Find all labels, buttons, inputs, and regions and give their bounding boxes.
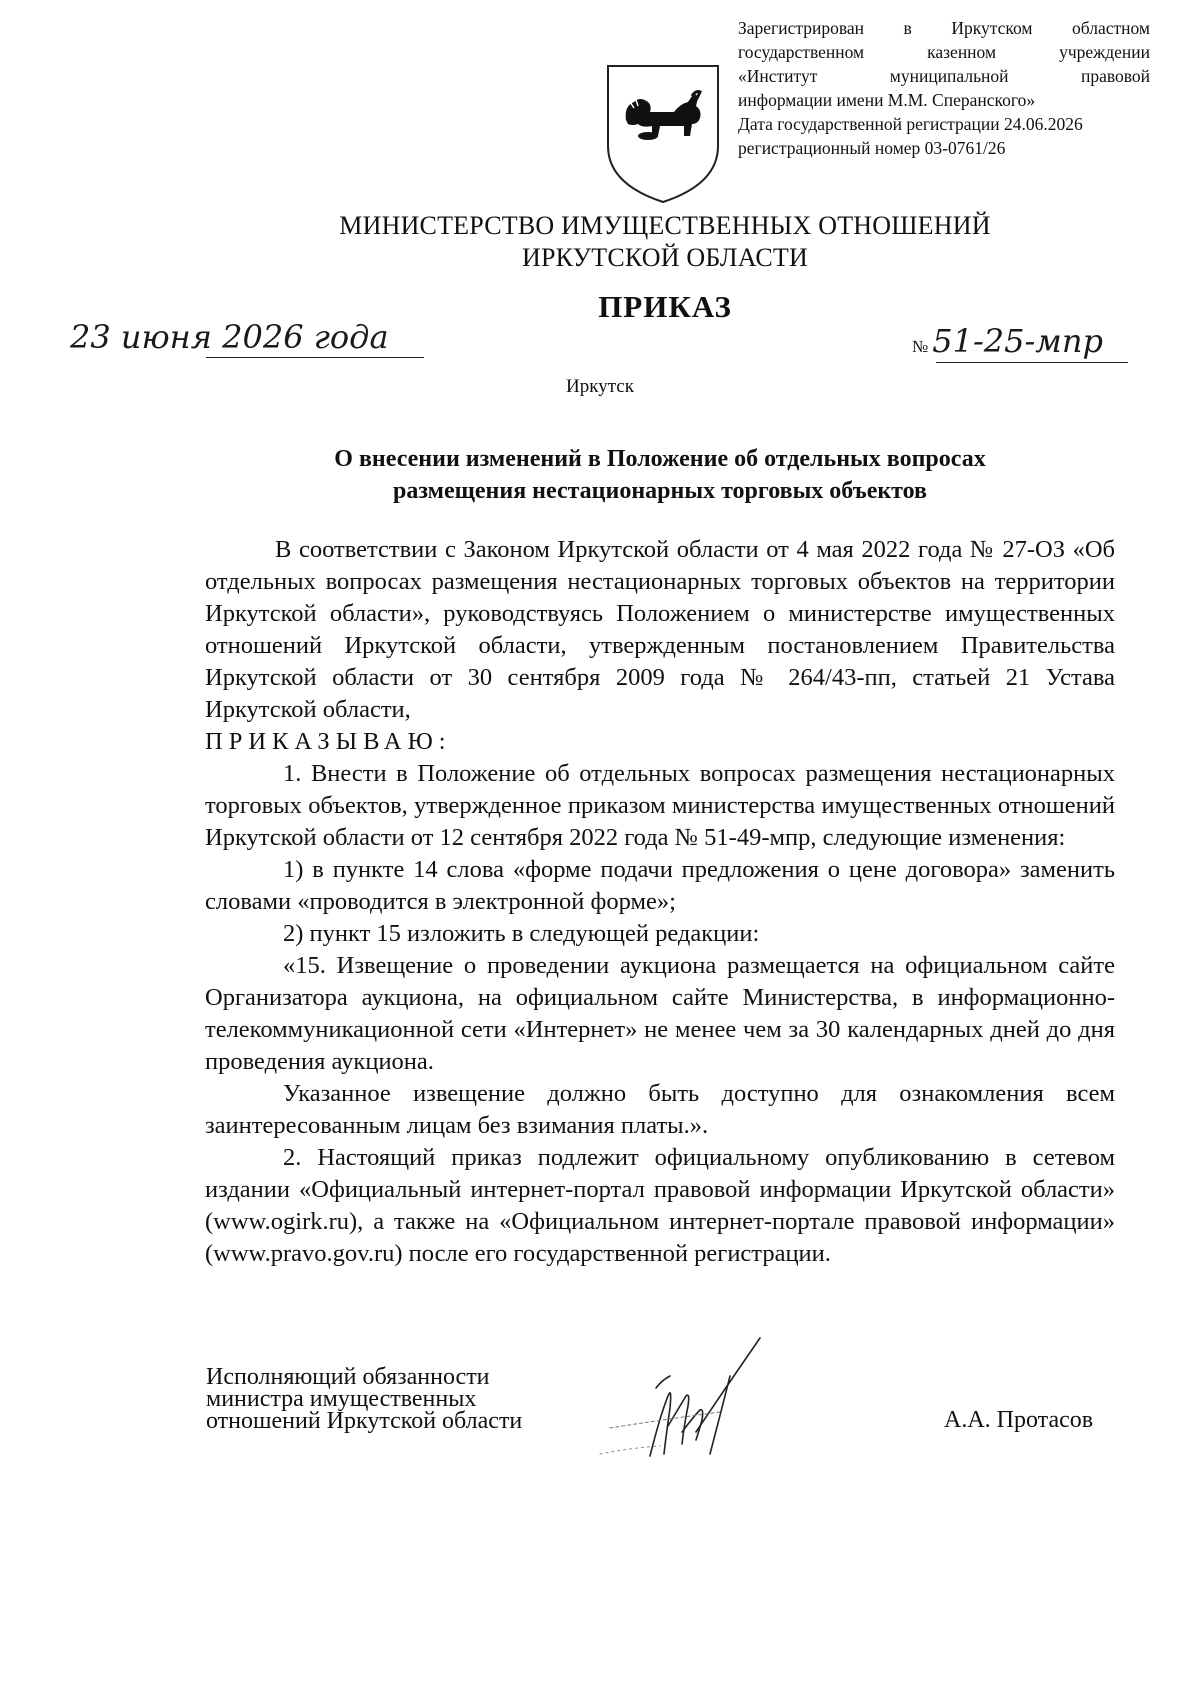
registration-number: регистрационный номер 03-0761/26 xyxy=(738,138,1006,158)
title-line: размещения нестационарных торговых объектов xyxy=(392,478,928,504)
ministry-name xyxy=(0,210,1200,274)
date-underline xyxy=(206,357,424,358)
item-1-paragraph: 1. Внести в Положение об отдельных вопросах размещения нестационарных торговых объектов, утвержденное приказом министерства имущественных отношений Иркутской области от 12 сентября 2022 года № 51-49-мпр, следующие изменения: xyxy=(205,760,1115,851)
handwritten-date: 23 июня 2026 года xyxy=(70,318,389,356)
number-underline xyxy=(936,362,1128,363)
registration-stamp xyxy=(738,16,1150,160)
position-line: отношений Иркутской области xyxy=(206,1408,523,1434)
order-word: ПРИКАЗЫВАЮ: xyxy=(205,728,452,755)
handwritten-number: 51-25-мпр xyxy=(932,322,1103,360)
position-line: министра имущественных xyxy=(206,1386,477,1412)
ministry-name-line: ИРКУТСКОЙ ОБЛАСТИ xyxy=(521,243,808,272)
quoted-paragraph-notice: Указанное извещение должно быть доступно для ознакомления всем заинтересованным лицам без взимания платы.». xyxy=(205,1080,1115,1139)
document-body xyxy=(205,534,1115,1270)
item-2-paragraph: 2. Настоящий приказ подлежит официальному опубликованию в сетевом издании «Официальный интернет-портал правовой информации Иркутской области» (www.ogirk.ru), а также на «Официальном интернет-портале правовой информации» (www.pravo.gov.ru) после его государственной регистрации. xyxy=(205,1144,1115,1267)
handwritten-signature-icon xyxy=(590,1336,800,1486)
signatory-name: А.А. Протасов xyxy=(944,1407,1094,1433)
document-type: ПРИКАЗ xyxy=(598,289,732,324)
registration-line: информации имени М.М. Сперанского» xyxy=(738,90,1036,110)
item-1-1-paragraph: 1) в пункте 14 слова «форме подачи предложения о цене договора» заменить словами «проводится в электронной форме»; xyxy=(205,856,1115,915)
ministry-name-line: МИНИСТЕРСТВО ИМУЩЕСТВЕННЫХ ОТНОШЕНИЙ xyxy=(339,211,991,240)
quoted-paragraph-15: «15. Извещение о проведении аукциона размещается на официальном сайте Организатора аукциона, на официальном сайте Министерства, в информационно-телекоммуникационной сети «Интернет» не менее чем за 30 календарных дней до дня проведения аукциона. xyxy=(205,952,1115,1075)
position-line: Исполняющий обязанности xyxy=(206,1364,490,1390)
preamble-paragraph: В соответствии с Законом Иркутской области от 4 мая 2022 года № 27-ОЗ «Об отдельных вопросах размещения нестационарных торговых объектов на территории Иркутской области», руководствуясь Положением о министерстве имущественных отношений Иркутской области, утвержденным постановлением Правительства Иркутской области от 30 сентября 2009 года № 264/43-пп, статьей 21 Устава Иркутской области, xyxy=(205,536,1115,723)
document-title xyxy=(0,443,1200,507)
order-number xyxy=(912,322,1103,360)
irkutsk-coat-of-arms-icon xyxy=(604,62,722,206)
item-1-2-paragraph: 2) пункт 15 изложить в следующей редакции: xyxy=(283,920,760,947)
registration-line: «Институт муниципальной правовой xyxy=(738,66,1150,86)
registration-date: Дата государственной регистрации 24.06.2026 xyxy=(738,114,1083,134)
title-line: О внесении изменений в Положение об отдельных вопросах xyxy=(334,446,986,472)
city: Иркутск xyxy=(566,376,634,397)
registration-line: Зарегистрирован в Иркутском областном xyxy=(738,18,1150,38)
registration-line: государственном казенном учреждении xyxy=(738,42,1150,62)
signatory-position xyxy=(206,1366,522,1432)
number-sign: № xyxy=(912,337,929,356)
